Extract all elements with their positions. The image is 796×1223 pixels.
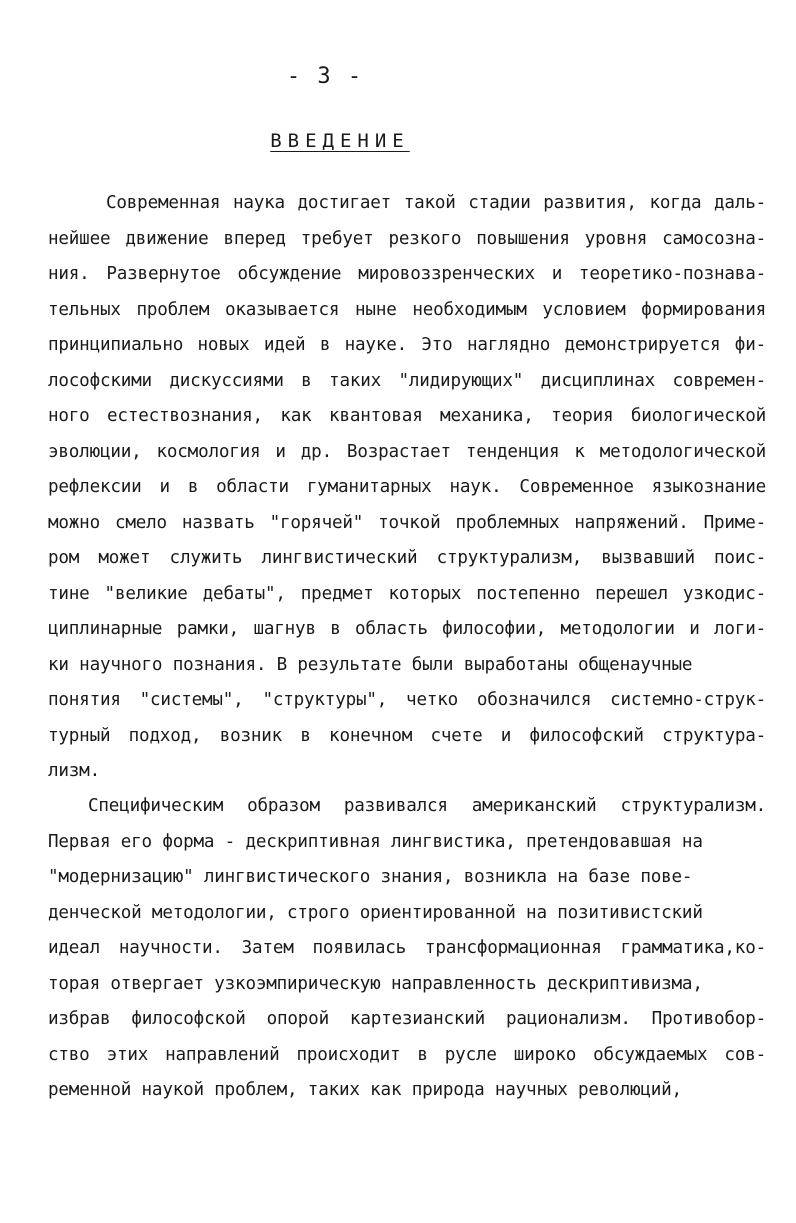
text-line: денческой методологии, строго ориентированной на позитивистский [48,902,703,923]
text-line: избрав философской опорой картезианский рационализм. Противобор- [48,1009,766,1029]
page-number: - 3 - [286,64,364,89]
text-line: принципиально новых идей в науке. Это наглядно демонстрируется фи- [48,335,766,355]
text-line: лософскими дискуссиями в таких "лидирующих" дисциплинах современ- [48,370,766,391]
text-line: ного естествознания, как квантовая механика, теория биологической [48,406,766,426]
text-line: понятия "системы", "структуры", четко обозначился системно-струк- [48,690,766,710]
text-line: ременной наукой проблем, таких как природа научных революций, [48,1080,682,1100]
text-line: Специфическим образом развивался американский структурализм. [88,796,766,816]
text-line: ки научного познания. В результате были выработаны общенаучные [48,654,693,675]
text-line: лизм. [48,761,100,781]
text-line: торая отвергает узкоэмпирическую направленность дескриптивизма, [48,973,703,994]
text-line: турный подход, возник в конечном счете и философский структура- [48,725,766,746]
text-line: "модернизацию" лингвистического знания, возникла на базе пове- [48,867,693,887]
text-line: рефлексии и в области гуманитарных наук. Современное языкознание [48,477,766,497]
text-line: тельных проблем оказывается ныне необходимым условием формирования [48,299,766,320]
text-line: Первая его форма - дескриптивная лингвистика, претендовавшая на [48,831,703,852]
text-line: циплинарные рамки, шагнув в область философии, методологии и логи- [48,619,766,639]
section-heading: ВВЕДЕНИЕ [270,130,410,152]
text-line: ство этих направлений происходит в русле широко обсуждаемых сов- [48,1044,766,1065]
text-line: можно смело назвать "горячей" точкой проблемных напряжений. Приме- [48,512,766,533]
text-line: нейшее движение вперед требует резкого повышения уровня самосозна- [48,228,766,249]
text-line: Современная наука достигает такой стадии развития, когда даль- [106,193,766,213]
text-line: эволюции, космология и др. Возрастает тенденция к методологической [48,441,766,462]
paragraph-1 [48,186,766,790]
text-line: идеал научности. Затем появилась трансформационная грамматика,ко- [48,938,766,958]
text-line: тине "великие дебаты", предмет которых постепенно перешел узкодис- [48,583,766,604]
paragraph-2 [48,789,766,1109]
text-line: ром может служить лингвистический структурализм, вызвавший поис- [48,548,766,568]
text-line: ния. Развернутое обсуждение мировоззренческих и теоретико-познава- [48,264,766,284]
